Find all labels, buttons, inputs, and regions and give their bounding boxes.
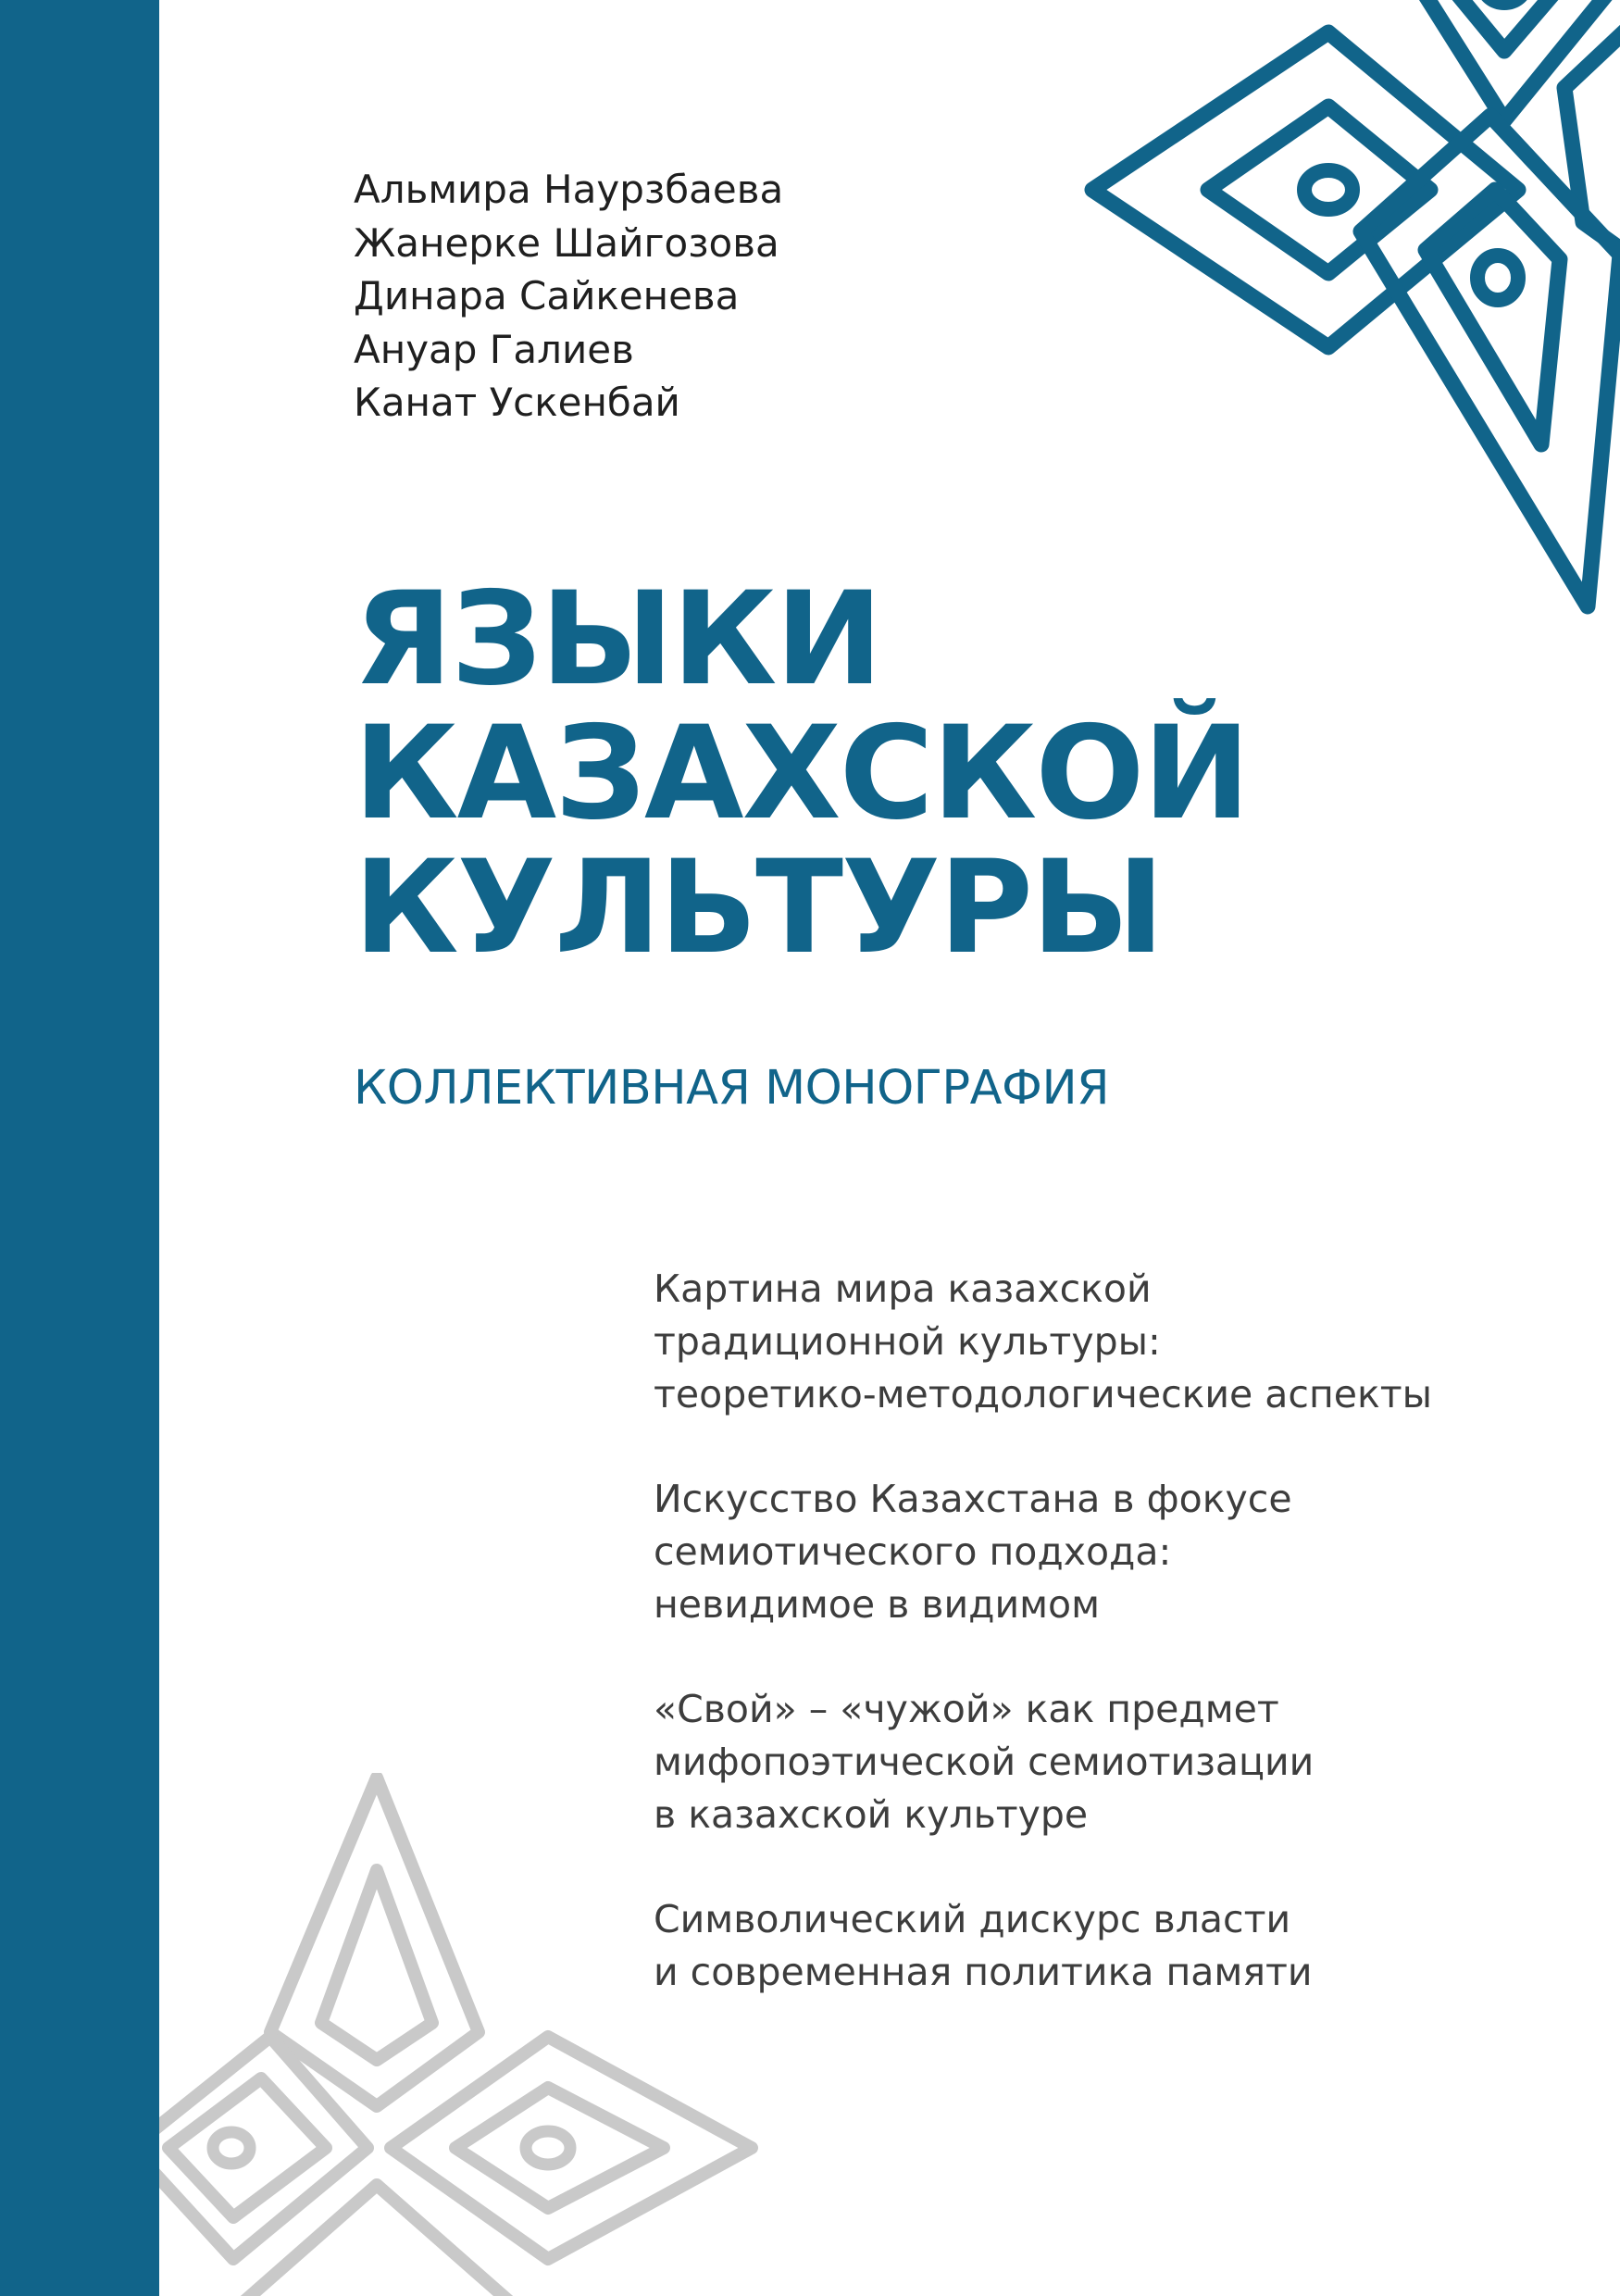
section-item — [654, 1683, 1607, 1841]
section-line: невидимое в видимом — [654, 1582, 1101, 1627]
section-line: традиционной культуры: — [654, 1319, 1161, 1364]
kazakh-ornament-top — [1083, 0, 1620, 620]
section-line: теоретико-методологические аспекты — [654, 1372, 1433, 1416]
section-line: семиотического подхода: — [654, 1529, 1172, 1574]
book-title-line: КАЗАХСКОЙ — [354, 698, 1249, 848]
section-line: Картина мира казахской — [654, 1267, 1152, 1311]
section-line: «Свой» – «чужой» как предмет — [654, 1687, 1279, 1731]
section-list — [654, 1263, 1607, 2051]
book-title-line: ЯЗЫКИ — [354, 564, 881, 714]
section-item — [654, 1263, 1607, 1421]
author-list — [354, 163, 783, 430]
book-subtitle: КОЛЛЕКТИВНАЯ МОНОГРАФИЯ — [354, 1061, 1110, 1116]
cover-spine-band — [0, 0, 159, 2296]
book-title — [354, 564, 1249, 982]
section-item — [654, 1893, 1607, 1999]
book-title-line: КУЛЬТУРЫ — [354, 832, 1164, 982]
author-name: Жанерке Шайгозова — [354, 219, 779, 266]
section-item — [654, 1473, 1607, 1631]
author-name: Альмира Наурзбаева — [354, 167, 784, 212]
section-line: и современная политика памяти — [654, 1950, 1313, 1994]
section-line: Искусство Казахстана в фокусе — [654, 1477, 1292, 1521]
author-name: Ануар Галиев — [354, 326, 634, 372]
author-name: Динара Сайкенева — [354, 273, 740, 318]
section-line: мифопоэтической семиотизации — [654, 1740, 1315, 1784]
author-name: Канат Ускенбай — [354, 380, 680, 425]
section-line: Символический дискурс власти — [654, 1897, 1291, 1941]
section-line: в казахской культуре — [654, 1792, 1089, 1837]
